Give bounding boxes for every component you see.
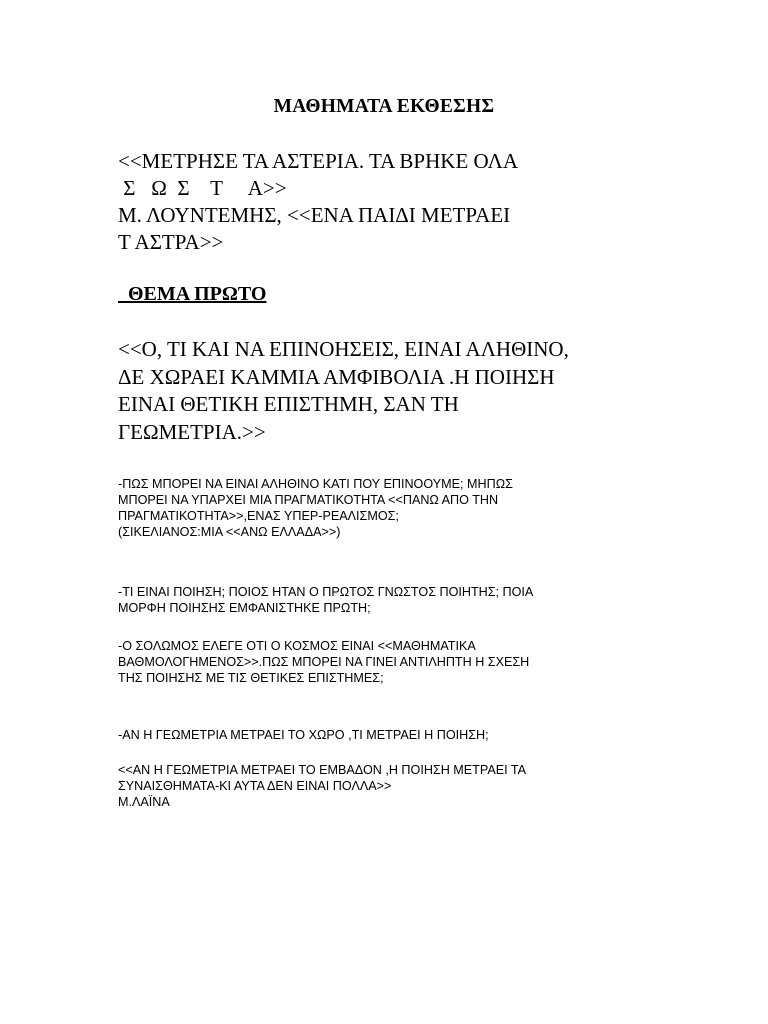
theme-quote [118, 336, 738, 446]
epigraph-line: <<ΜΕΤΡΗΣΕ ΤΑ ΑΣΤΕΡΙΑ. ΤΑ ΒΡΗΚΕ ΟΛΑ [118, 149, 519, 173]
question-line: ΠΡΑΓΜΑΤΙΚΟΤΗΤΑ>>,ΕΝΑΣ ΥΠΕΡ-ΡΕΑΛΙΣΜΟΣ; [118, 509, 399, 523]
question-line: ΒΑΘΜΟΛΟΓΗΜΕΝΟΣ>>.ΠΩΣ ΜΠΟΡΕΙ ΝΑ ΓΙΝΕΙ ΑΝΤΙΛΗΠΤΗ Η ΣΧΕΣΗ [118, 655, 530, 669]
theme-quote-line: <<Ο, ΤΙ ΚΑΙ ΝΑ ΕΠΙΝΟΗΣΕΙΣ, ΕΙΝΑΙ ΑΛΗΘΙΝΟ, [118, 337, 569, 361]
question-line: ΜΠΟΡΕΙ ΝΑ ΥΠΑΡΧΕΙ ΜΙΑ ΠΡΑΓΜΑΤΙΚΟΤΗΤΑ <<ΠΑΝΩ ΑΠΟ ΤΗΝ [118, 493, 499, 507]
theme-heading: ΘΕΜΑ ΠΡΩΤΟ [118, 283, 267, 305]
question-line: (ΣΙΚΕΛΙΑΝΟΣ:ΜΙΑ <<ΑΝΩ ΕΛΛΑΔΑ>>) [118, 525, 341, 539]
epigraph-line: Μ. ΛΟΥΝΤΕΜΗΣ, <<ΕΝΑ ΠΑΙΔΙ ΜΕΤΡΑΕΙ [118, 203, 511, 227]
question-line: -ΠΩΣ ΜΠΟΡΕΙ ΝΑ ΕΙΝΑΙ ΑΛΗΘΙΝΟ ΚΑΤΙ ΠΟΥ ΕΠΙΝΟΟΥΜΕ; ΜΗΠΩΣ [118, 477, 513, 491]
epigraph [118, 148, 518, 256]
closing-quote [118, 762, 526, 810]
theme-quote-line: ΕΙΝΑΙ ΘΕΤΙΚΗ ΕΠΙΣΤΗΜΗ, ΣΑΝ ΤΗ [118, 392, 459, 416]
epigraph-line: Σ Ω Σ Τ Α>> [118, 176, 287, 200]
theme-quote-line: ΔΕ ΧΩΡΑΕΙ ΚΑΜΜΙΑ ΑΜΦΙΒΟΛΙΑ .Η ΠΟΙΗΣΗ [118, 364, 555, 389]
closing-quote-line: ΣΥΝΑΙΣΘΗΜΑΤΑ-ΚΙ ΑΥΤΑ ΔΕΝ ΕΙΝΑΙ ΠΟΛΛΑ>> [118, 779, 392, 793]
question-line: -Ο ΣΟΛΩΜΟΣ ΕΛΕΓΕ ΟΤΙ Ο ΚΟΣΜΟΣ ΕΙΝΑΙ <<ΜΑΘΗΜΑΤΙΚΑ [118, 639, 476, 653]
theme-quote-line: ΓΕΩΜΕΤΡΙΑ.>> [118, 419, 266, 444]
question-line: -ΤΙ ΕΙΝΑΙ ΠΟΙΗΣΗ; ΠΟΙΟΣ ΗΤΑΝ Ο ΠΡΩΤΟΣ ΓΝΩΣΤΟΣ ΠΟΙΗΤΗΣ; ΠΟΙΑ [118, 585, 534, 599]
question-2 [118, 584, 533, 616]
closing-quote-author: Μ.ΛΑΪΝΑ [118, 795, 170, 809]
question-1 [118, 476, 513, 540]
epigraph-line: Τ ΑΣΤΡΑ>> [118, 230, 224, 254]
question-line: -ΑΝ Η ΓΕΩΜΕΤΡΙΑ ΜΕΤΡΑΕΙ ΤΟ ΧΩΡΟ ,ΤΙ ΜΕΤΡΑΕΙ Η ΠΟΙΗΣΗ; [118, 728, 489, 742]
question-line: ΤΗΣ ΠΟΙΗΣΗΣ ΜΕ ΤΙΣ ΘΕΤΙΚΕΣ ΕΠΙΣΤΗΜΕΣ; [118, 671, 384, 685]
document-title: ΜΑΘΗΜΑΤΑ ΕΚΘΕΣΗΣ [273, 96, 495, 117]
question-4 [118, 727, 489, 743]
closing-quote-line: <<ΑΝ Η ΓΕΩΜΕΤΡΙΑ ΜΕΤΡΑΕΙ ΤΟ ΕΜΒΑΔΟΝ ,Η ΠΟΙΗΣΗ ΜΕΤΡΑΕΙ ΤΑ [118, 763, 527, 777]
question-line: ΜΟΡΦΗ ΠΟΙΗΣΗΣ ΕΜΦΑΝΙΣΤΗΚΕ ΠΡΩΤΗ; [118, 601, 371, 615]
question-3 [118, 638, 529, 686]
